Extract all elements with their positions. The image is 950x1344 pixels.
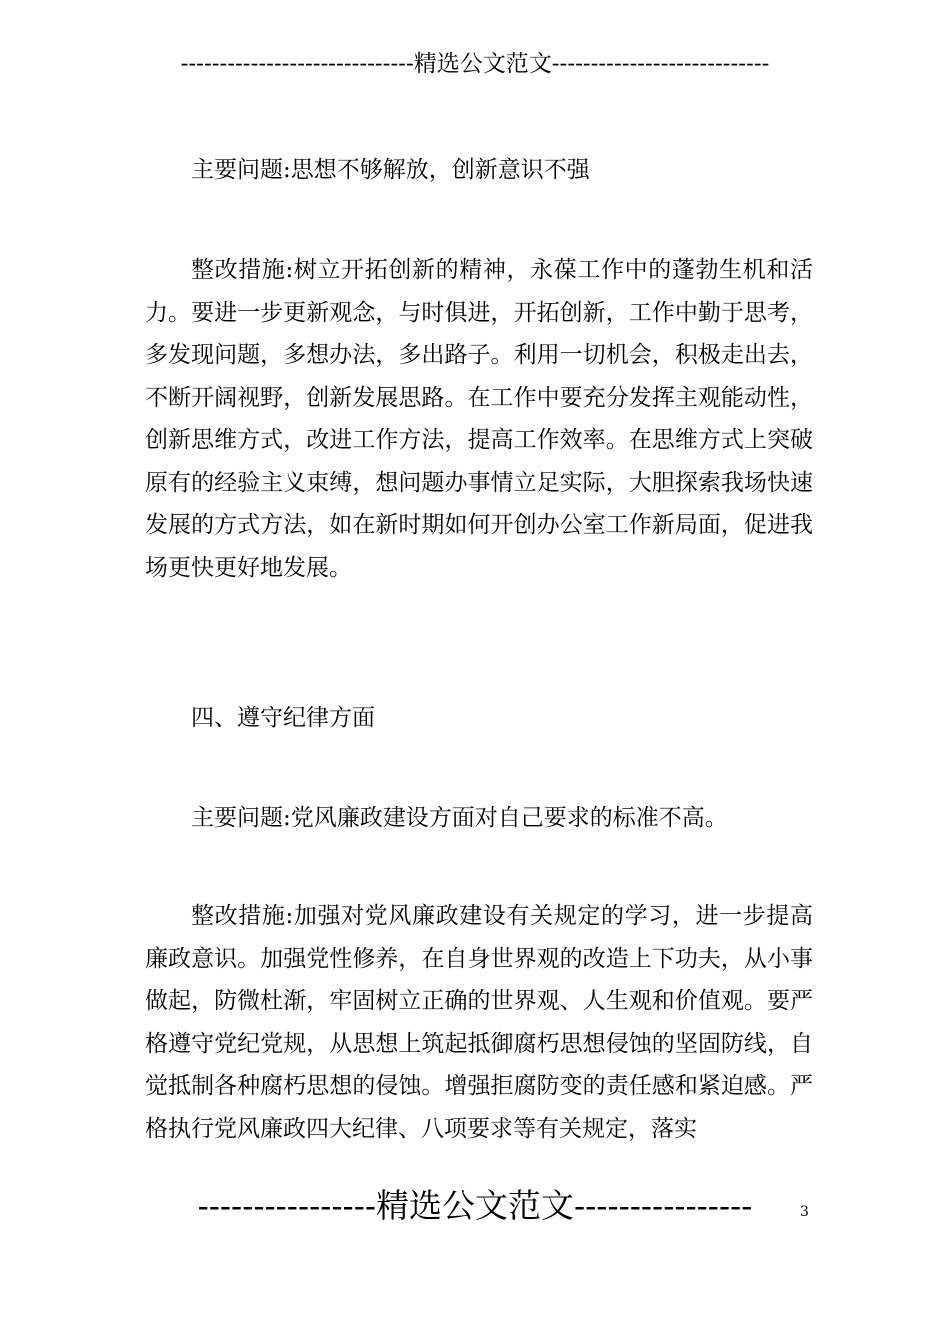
section-heading: 四、遵守纪律方面 — [191, 705, 375, 731]
paragraph-main-problem-1: 主要问题:思想不够解放，创新意识不强 — [191, 157, 590, 183]
page-footer: ----------------精选公文范文---------------- — [197, 1186, 753, 1225]
page-number: 3 — [800, 1204, 809, 1220]
paragraph-main-problem-2: 主要问题:党风廉政建设方面对自己要求的标准不高。 — [191, 805, 728, 831]
paragraph-rectification-2: 整改措施:加强对党风廉政建设有关规定的学习，进一步提高廉政意识。加强党性修养，在自身世界观的改造上下功夫，从小事做起，防微杜渐，牢固树立正确的世界观、人生观和价值观。要严格遵守党纪党规，从思想上筑起抵御腐朽思想侵蚀的坚固防线，自觉抵制各种腐朽思想的侵蚀。增强拒腐防变的责任感和紧迫感。严格执行党风廉政四大纪律、八项要求等有关规定，落实 — [145, 903, 813, 1142]
page-header: ------------------------------精选公文范文---------------------------- — [180, 51, 770, 77]
paragraph-rectification-1: 整改措施:树立开拓创新的精神，永葆工作中的蓬勃生机和活力。要进一步更新观念，与时俱进，开拓创新，工作中勤于思考，多发现问题，多想办法，多出路子。利用一切机会，积极走出去，不断开阔视野，创新发展思路。在工作中要充分发挥主观能动性，创新思维方式，改进工作方法，提高工作效率。在思维方式上突破原有的经验主义束缚，想问题办事情立足实际，大胆探索我场快速发展的方式方法，如在新时期如何开创办公室工作新局面，促进我场更快更好地发展。 — [145, 257, 813, 581]
